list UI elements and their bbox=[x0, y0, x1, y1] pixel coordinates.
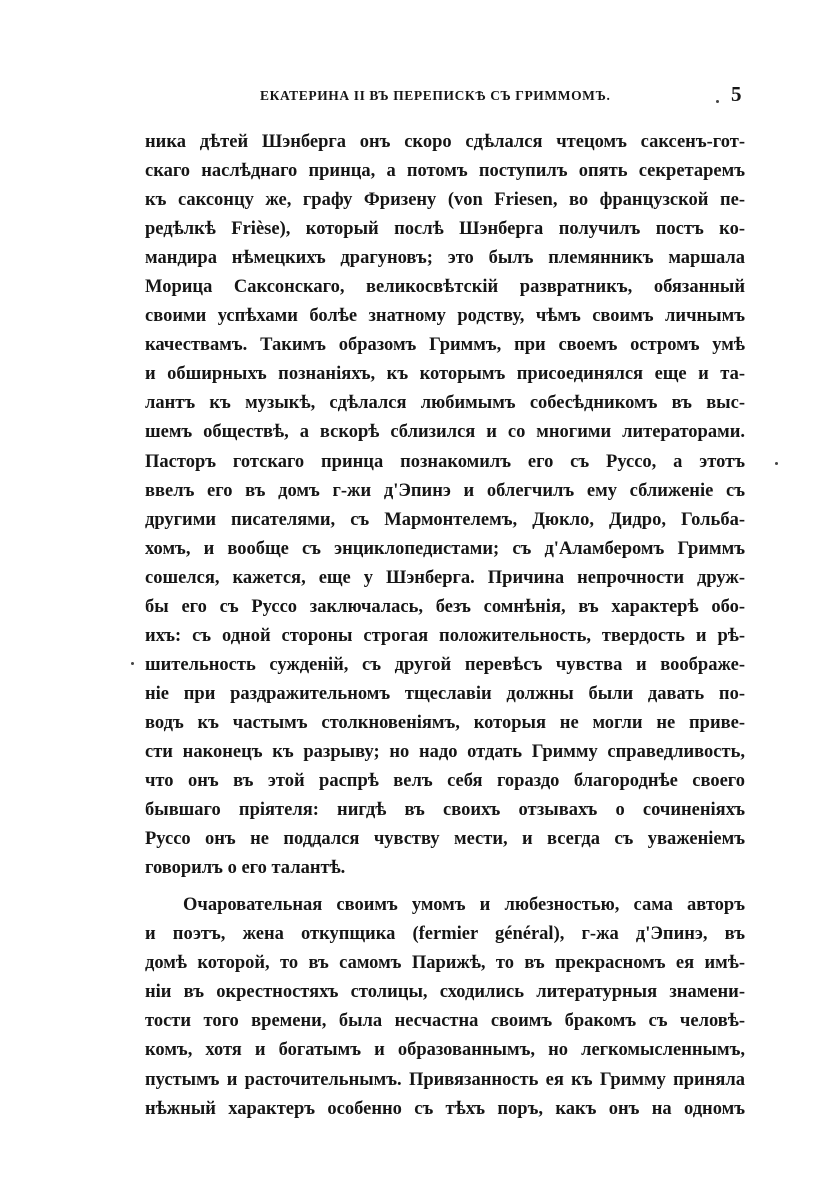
text-line: тости того времени, была несчастна своимъ бракомъ съ человѣ- bbox=[145, 1011, 745, 1032]
print-speck bbox=[716, 100, 719, 103]
text-line: ника дѣтей Шэнберга онъ скоро сдѣлался чтецомъ саксенъ-гот- bbox=[145, 132, 745, 152]
text-line: сошелся, кажется, еще у Шэнберга. Причина непрочности друж- bbox=[145, 567, 745, 588]
text-line: Морица Саксонскаго, великосвѣтскій развратникъ, обязанный bbox=[145, 277, 745, 298]
text-line: и поэтъ, жена откупщика (fermier général), г-жа д'Эпинэ, въ bbox=[145, 924, 745, 945]
text-line: скаго наслѣднаго принца, а потомъ поступилъ опять секретаремъ bbox=[145, 161, 745, 182]
text-line: качествамъ. Такимъ образомъ Гриммъ, при своемъ остромъ умѣ bbox=[145, 335, 745, 356]
text-line: сти наконецъ къ разрыву; но надо отдать Гримму справедливость, bbox=[145, 741, 745, 762]
text-line: бы его съ Руссо заключалась, безъ сомнѣнія, въ характерѣ обо- bbox=[145, 596, 745, 617]
text-line: комъ, хотя и богатымъ и образованнымъ, но легкомысленнымъ, bbox=[145, 1040, 745, 1061]
text-line: лантъ къ музыкѣ, сдѣлался любимымъ собесѣдникомъ въ выс- bbox=[145, 393, 745, 414]
text-line: говорилъ о его талантѣ. bbox=[145, 858, 346, 879]
text-line: другими писателями, съ Мармонтелемъ, Дюкло, Дидро, Гольба- bbox=[145, 509, 745, 530]
paragraph-1 bbox=[145, 128, 745, 883]
text-line: водъ къ частымъ столкновеніямъ, которыя не могли не приве- bbox=[145, 712, 745, 733]
running-title: ЕКАТЕРИНА II ВЪ ПЕРЕПИСКѢ СЪ ГРИММОМЪ. bbox=[260, 88, 611, 103]
text-line: пустымъ и расточительнымъ. Привязанность ея къ Гримму приняла bbox=[145, 1069, 745, 1090]
text-line: бывшаго пріятеля: нигдѣ въ своихъ отзывахъ о сочиненіяхъ bbox=[145, 800, 745, 821]
page-number: 5 bbox=[731, 82, 742, 106]
text-body bbox=[145, 128, 745, 1124]
paragraph-gap bbox=[145, 883, 745, 891]
text-line: шительность сужденій, съ другой перевѣсъ чувства и воображе- bbox=[145, 654, 745, 675]
text-line: къ саксонцу же, графу Фризену (von Friesen, во французской пе- bbox=[145, 190, 745, 211]
print-speck bbox=[775, 462, 778, 465]
text-line: нѣжный характеръ особенно съ тѣхъ поръ, какъ онъ на одномъ bbox=[145, 1098, 745, 1119]
text-line: своими успѣхами болѣе знатному родству, чѣмъ своимъ личнымъ bbox=[145, 306, 745, 327]
text-line: что онъ въ этой распрѣ велъ себя гораздо благороднѣе своего bbox=[145, 771, 745, 792]
text-line: редѣлкѣ Frièse), который послѣ Шэнберга получилъ постъ ко- bbox=[145, 219, 745, 240]
running-head bbox=[145, 82, 745, 112]
text-line: шемъ обществѣ, а вскорѣ сблизился и со многими литераторами. bbox=[145, 422, 745, 443]
text-line: ихъ: съ одной стороны строгая положительность, твердость и рѣ- bbox=[145, 625, 745, 646]
text-line: ввелъ его въ домъ г-жи д'Эпинэ и облегчилъ ему сближеніе съ bbox=[145, 480, 745, 501]
text-line: домѣ которой, то въ самомъ Парижѣ, то въ прекрасномъ ея имѣ- bbox=[145, 953, 745, 974]
text-line: ніи въ окрестностяхъ столицы, сходились литературныя знамени- bbox=[145, 982, 745, 1003]
text-line: Пасторъ готскаго принца познакомилъ его съ Руссо, а этотъ bbox=[145, 451, 745, 472]
print-speck bbox=[131, 662, 134, 665]
text-line: хомъ, и вообще съ энциклопедистами; съ д'Аламберомъ Гриммъ bbox=[145, 538, 745, 559]
text-line: ніе при раздражительномъ тщеславіи должны были давать по- bbox=[145, 683, 745, 704]
text-line: мандира нѣмецкихъ драгуновъ; это былъ племянникъ маршала bbox=[145, 248, 745, 269]
text-line: и обширныхъ познаніяхъ, къ которымъ присоединялся еще и та- bbox=[145, 364, 745, 385]
text-line: Очаровательная своимъ умомъ и любезностью, сама авторъ bbox=[183, 895, 745, 916]
text-line: Руссо онъ не поддался чувству мести, и всегда съ уваженіемъ bbox=[145, 829, 745, 850]
paragraph-2 bbox=[145, 891, 745, 1123]
